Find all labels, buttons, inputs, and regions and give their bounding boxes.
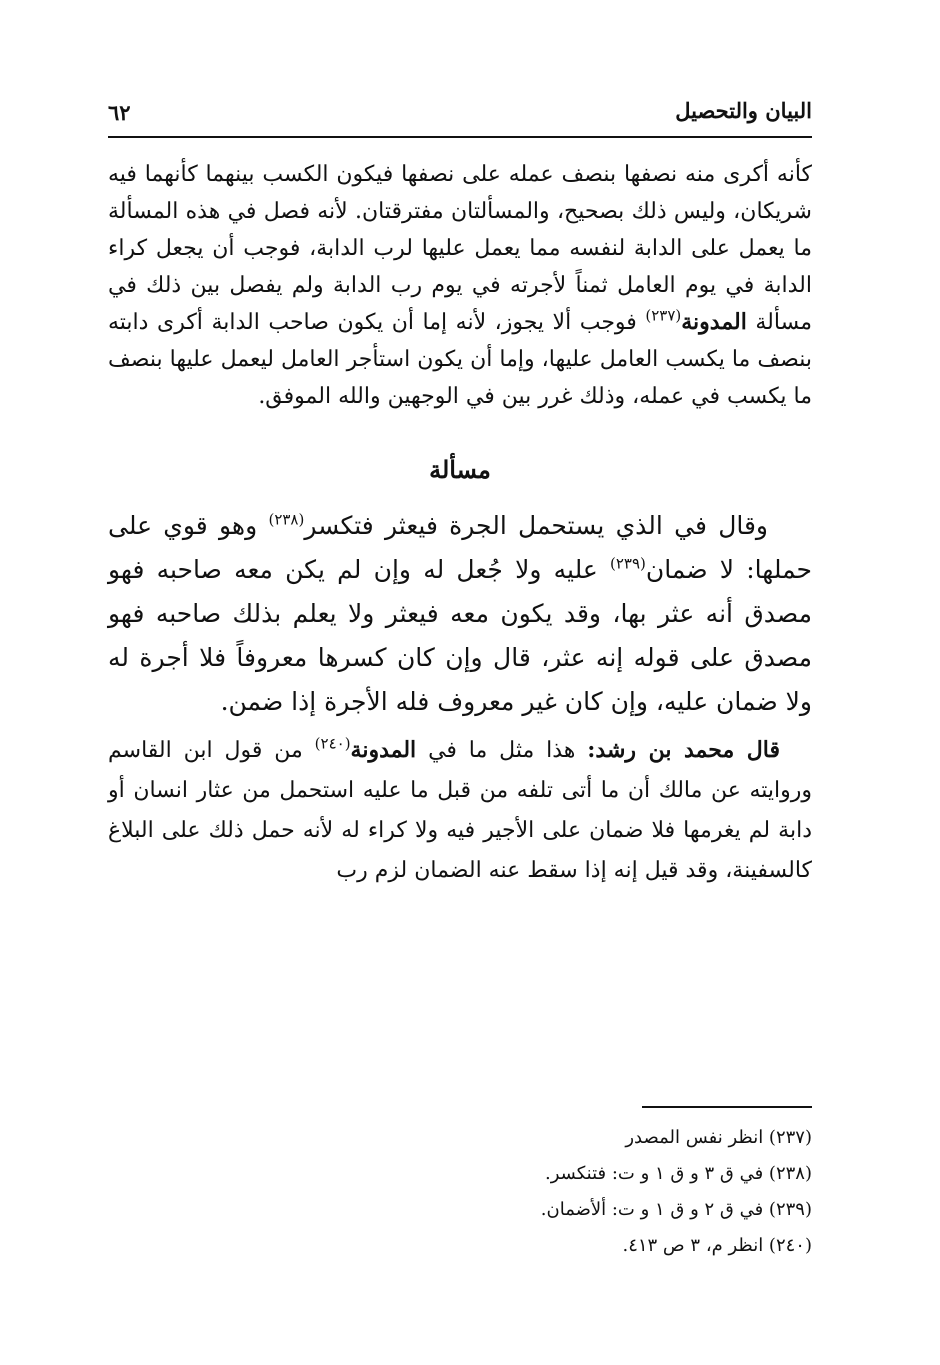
- para3-speaker: قال محمد بن رشد:: [587, 737, 780, 763]
- footnotes: [108, 1120, 812, 1264]
- paragraph-continuation: [108, 156, 812, 415]
- footnote-238: (٢٣٨) في ق ٣ و ق ١ و ت: فتنكسر.: [545, 1163, 812, 1184]
- running-title: البيان والتحصيل: [675, 98, 812, 123]
- footnote-239: (٢٣٩) في ق ٢ و ق ١ و ت: ألأضمان.: [540, 1199, 812, 1220]
- para3-text-a: هذا مثل ما في: [428, 738, 576, 763]
- para2-text-b: وهو قوي على حملها: لا ضمان: [108, 511, 812, 584]
- paragraph-commentary: [108, 730, 812, 891]
- footnote-ref-240[interactable]: (٢٤٠): [314, 734, 351, 753]
- footnote-237: (٢٣٧) انظر نفس المصدر: [625, 1127, 812, 1148]
- para1-text-b: فوجب ألا يجوز، لأنه إما أن يكون صاحب الدابة أكرى دابته بنصف ما يكسب العامل عليها، وإما أن يكون استأجر العامل ليعمل عليها بنصف ما يكسب في عمله، وذلك غرر بين في الوجهين والله الموفق.: [108, 310, 812, 409]
- page-number: ٦٢: [108, 100, 131, 125]
- para3-text-b: من قول ابن القاسم وروايته عن مالك أن ما أتى تلفه من قبل ما عليه استحمل من عثار انسان أو دابة لم يغرمها فلا ضمان على الأجير فيه ولا كراء له لأنه حمل ذلك على البلاغ كالسفينة، وقد قيل إنه إذا سقط عنه الضمان لزم رب: [108, 738, 812, 883]
- footnote-ref-238[interactable]: (٢٣٨): [268, 510, 305, 529]
- footnote-240: (٢٤٠) انظر م، ٣ ص ٤١٣.: [622, 1235, 812, 1256]
- running-header: [108, 92, 812, 138]
- footnote-divider: [642, 1106, 812, 1108]
- para1-text-a: كأنه أكرى منه نصفها بنصف عمله على نصفها فيكون الكسب بينهما كأنهما فيه شريكان، وليس ذلك بصحيح، والمسألتان مفترقتان. لأنه فصل في هذه المسألة ما يعمل على الدابة لنفسه مما يعمل عليها لرب الدابة، فوجب أن يجعل كراء الدابة في يوم العامل ثمناً لأجرته في يوم رب الدابة ولم يفصل بين ذلك في مسألة: [108, 162, 812, 335]
- para1-bold-term: المدونة: [681, 309, 747, 335]
- paragraph-question: [108, 504, 812, 724]
- book-page: [108, 92, 812, 1292]
- para2-text-c: عليه ولا جُعل له وإن لم يكن معه صاحبه فهو مصدق أنه عثر بها، وقد يكون معه فيعثر ولا يعلم بذلك صاحبه فهو مصدق على قوله إنه عثر، قال وإن كان كسرها معروفاً فلا أجرة له ولا ضمان عليه، وإن كان غير معروف فله الأجرة إذا ضمن.: [108, 555, 812, 716]
- footnote-ref-239[interactable]: (٢٣٩): [610, 554, 646, 573]
- para3-bold-term: المدونة: [350, 737, 417, 763]
- footnote-ref-237[interactable]: (٢٣٧): [645, 306, 682, 325]
- section-heading: مسألة: [429, 455, 491, 484]
- para2-text-a: وقال في الذي يستحمل الجرة فيعثر فتكسر: [304, 511, 768, 540]
